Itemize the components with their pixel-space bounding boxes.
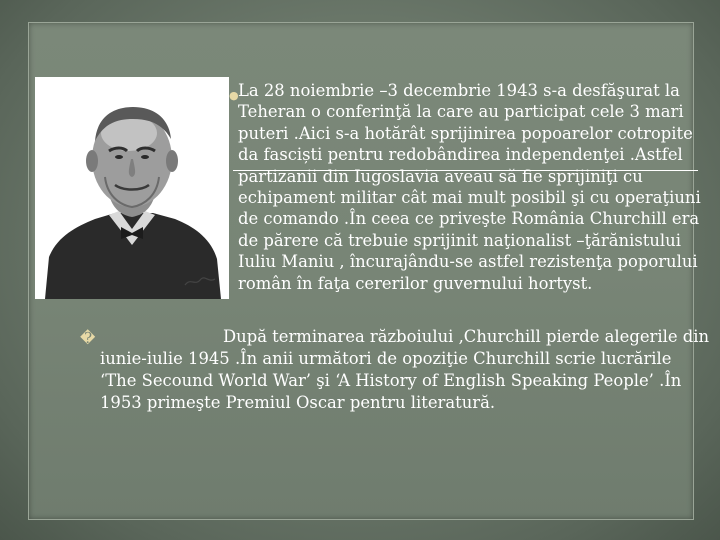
paragraph-post-war: După terminarea războiului ,Churchill pierde alegerile din iunie-iulie 1945 .În anii următori de opoziţie Churchill scrie lucrările ‘The Secound World War’ şi ‘A History of English Speaking People’ .În 1953 primeşte Premiul Oscar pentru literatură. [100,327,710,412]
bullet-dot-icon: ● [229,89,239,102]
paragraph-teheran-conference: La 28 noiembrie –3 decembrie 1943 s-a desfăşurat la Teheran o conferinţă la care au participat cele 3 mari puteri .Aici s-a hotărât sprijinirea popoarelor cotropite da fasciști pentru redobândirea independenţei .Astfel partizanii din Iugoslavia aveau să fie sprijiniţi cu echipament militar cât mai mult posibil şi cu operaţiuni de comando .În ceea ce priveşte România Churchill era de părere că trebuie sprijinit naţionalist –ţărănistului Iuliu Maniu , încurajându-se astfel rezistenţa poporului român în faţa cererilor guvernului hortyst. [238,81,701,293]
missing-glyph-box-icon: � [80,329,96,347]
portrait-illustration [35,77,229,299]
portrait-photo [35,77,229,299]
